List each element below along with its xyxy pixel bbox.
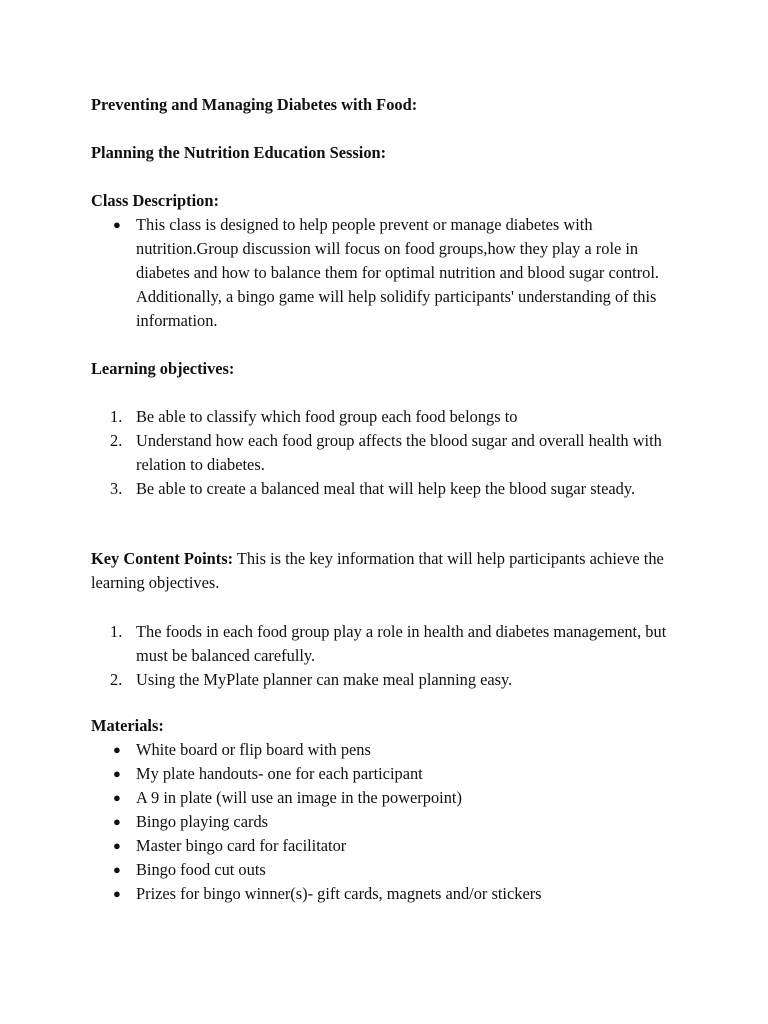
list-item — [91, 429, 691, 477]
bullet-icon: ● — [113, 217, 121, 232]
key-content-points-intro-text: This is the key information that will help participants achieve the learning objectives. — [91, 549, 664, 592]
list-number: 2. — [110, 670, 123, 689]
list-item — [91, 477, 691, 501]
learning-objectives-section — [91, 357, 691, 381]
list-item — [91, 762, 691, 786]
list-item-text: The foods in each food group play a role in health and diabetes management, but must be balanced carefully. — [136, 622, 667, 665]
learning-objectives-list-block — [91, 405, 691, 501]
list-item-text: This class is designed to help people prevent or manage diabetes with nutrition.Group discussion will focus on food groups,how they play a role in diabetes and how to balance them for optimal nutrition and blood sugar control. Additionally, a bingo game will help solidify participants' understanding of this information. — [136, 215, 660, 330]
list-number: 3. — [110, 479, 123, 498]
class-description-list — [91, 213, 691, 333]
list-item-text: Master bingo card for facilitator — [136, 836, 347, 855]
list-item — [91, 810, 691, 834]
key-content-points-section — [91, 547, 691, 595]
bullet-icon: ● — [113, 838, 121, 853]
document-subtitle-block — [91, 141, 691, 165]
list-item-text: White board or flip board with pens — [136, 740, 371, 759]
list-item — [91, 834, 691, 858]
list-item-text: Be able to classify which food group each food belongs to — [136, 407, 518, 426]
list-item — [91, 858, 691, 882]
list-item — [91, 738, 691, 762]
bullet-icon: ● — [113, 766, 121, 781]
materials-list — [91, 738, 691, 906]
list-item — [91, 405, 691, 429]
list-item — [91, 620, 691, 668]
list-item-text: Understand how each food group affects the blood sugar and overall health with relation to diabetes. — [136, 431, 662, 474]
list-item — [91, 213, 691, 333]
class-description-section — [91, 189, 691, 333]
key-content-points-list — [91, 620, 691, 692]
list-number: 1. — [110, 622, 123, 641]
list-item-text: Bingo playing cards — [136, 812, 269, 831]
document-subtitle: Planning the Nutrition Education Session: — [91, 143, 387, 162]
key-content-points-intro — [91, 547, 691, 595]
list-number: 2. — [110, 431, 123, 450]
list-item-text: Using the MyPlate planner can make meal planning easy. — [136, 670, 513, 689]
class-description-heading: Class Description: — [91, 191, 219, 210]
list-number: 1. — [110, 407, 123, 426]
list-item — [91, 882, 691, 906]
list-item-text: Prizes for bingo winner(s)- gift cards, magnets and/or stickers — [136, 884, 542, 903]
list-item — [91, 786, 691, 810]
materials-section — [91, 714, 691, 906]
list-item-text: My plate handouts- one for each participant — [136, 764, 423, 783]
bullet-icon: ● — [113, 814, 121, 829]
document-title: Preventing and Managing Diabetes with Food: — [91, 95, 418, 114]
document-title-block — [91, 93, 691, 117]
list-item-text: Be able to create a balanced meal that will help keep the blood sugar steady. — [136, 479, 636, 498]
learning-objectives-list — [91, 405, 691, 501]
bullet-icon: ● — [113, 886, 121, 901]
key-content-points-heading: Key Content Points: — [91, 549, 234, 568]
key-content-points-list-block — [91, 620, 691, 692]
list-item — [91, 668, 691, 692]
learning-objectives-heading: Learning objectives: — [91, 359, 235, 378]
bullet-icon: ● — [113, 862, 121, 877]
bullet-icon: ● — [113, 790, 121, 805]
bullet-icon: ● — [113, 742, 121, 757]
list-item-text: Bingo food cut outs — [136, 860, 266, 879]
list-item-text: A 9 in plate (will use an image in the powerpoint) — [136, 788, 462, 807]
materials-heading: Materials: — [91, 716, 164, 735]
